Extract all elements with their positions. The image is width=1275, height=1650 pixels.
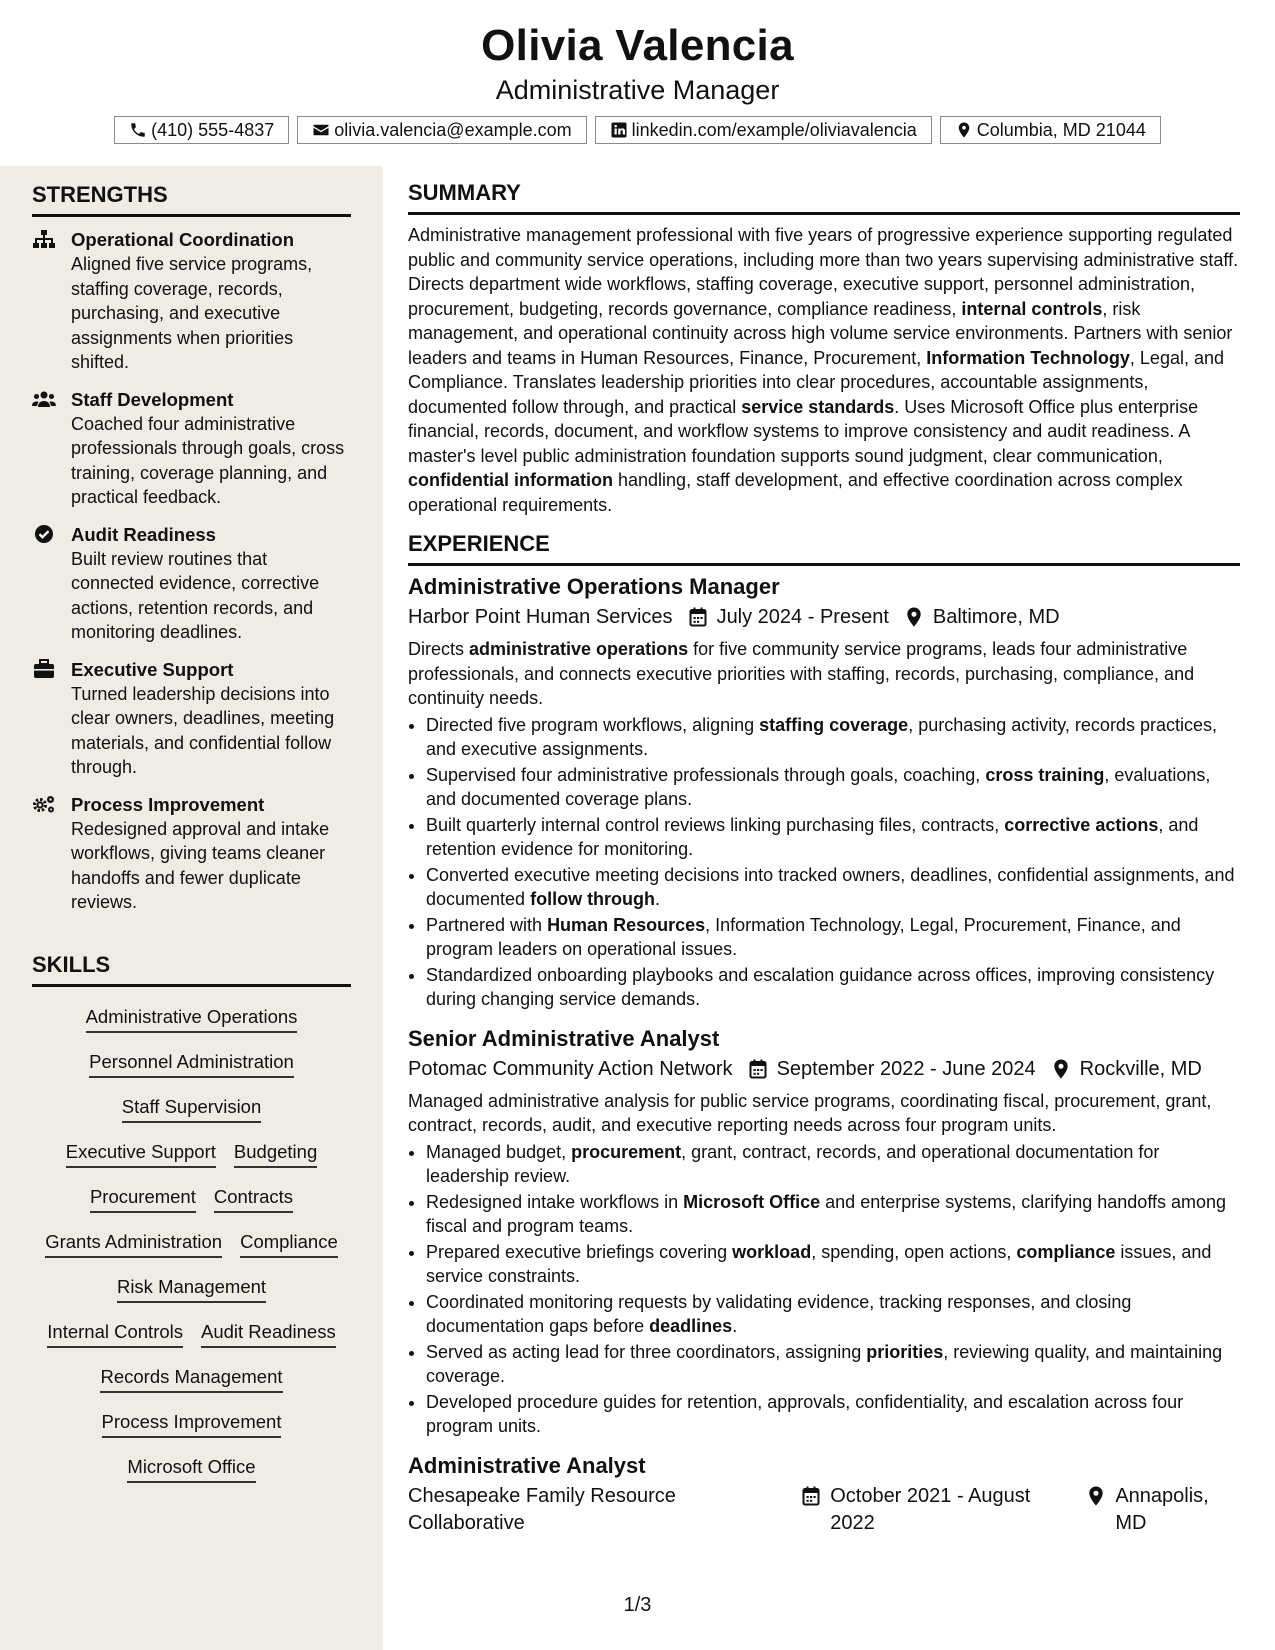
- strengths-section: [32, 182, 351, 915]
- contact-linkedin[interactable]: [595, 116, 932, 144]
- skills-row: [32, 997, 351, 1042]
- envelope-icon: [312, 121, 330, 139]
- job-summary: Directs administrative operations for five community service programs, leads four administrative professionals, and connects executive priorities with staffing, records, purchasing, compliance, and continuity needs.: [408, 639, 1195, 708]
- strength-title: Process Improvement: [71, 793, 265, 815]
- phone-text: (410) 555-4837: [151, 120, 275, 140]
- job-location: Baltimore, MD: [889, 604, 1060, 631]
- job-title: Administrative Operations Manager: [408, 574, 780, 599]
- skill-tag: Internal Controls: [47, 1320, 183, 1348]
- linkedin-icon: [610, 121, 628, 139]
- strength-title: Operational Coordination: [71, 229, 295, 250]
- skills-row: [32, 1357, 351, 1402]
- skills-list: [32, 997, 351, 1492]
- resume-header: [0, 18, 1275, 144]
- skill-tag: Process Improvement: [102, 1410, 282, 1438]
- map-pin-icon: [1052, 1059, 1070, 1079]
- strength-description: Redesigned approval and intake workflows, giving teams cleaner handoffs and fewer duplicate reviews.: [71, 818, 330, 912]
- job-location: Rockville, MD: [1036, 1056, 1202, 1083]
- contact-location: [940, 116, 1161, 144]
- skill-tag: Audit Readiness: [201, 1320, 336, 1348]
- job-bullet: • Prepared executive briefings covering workload, spending, open actions, compliance issues, and service constraints.: [426, 1240, 1240, 1289]
- job-bullet: • Partnered with Human Resources, Information Technology, Legal, Procurement, Finance, and program leaders on operational issues.: [426, 913, 1240, 962]
- skill-tag: Budgeting: [234, 1140, 317, 1168]
- users-icon: [32, 389, 56, 409]
- strength-title: Audit Readiness: [71, 523, 216, 545]
- location-text: Columbia, MD 21044: [976, 120, 1146, 140]
- contact-email[interactable]: [297, 116, 586, 144]
- contact-phone[interactable]: [114, 116, 289, 144]
- job-meta: [408, 604, 1240, 631]
- job-title: Administrative Analyst: [408, 1452, 646, 1478]
- job-bullet: • Managed budget, procurement, grant, contract, records, and operational documentation for leadership review.: [426, 1140, 1240, 1189]
- job-bullet: • Directed five program workflows, aligning staffing coverage, purchasing activity, records practices, and executive assignments.: [426, 713, 1240, 762]
- briefcase-icon: [32, 659, 56, 679]
- skill-tag: Contracts: [214, 1185, 293, 1213]
- job-bullets: [408, 1140, 1240, 1439]
- job-summary: Managed administrative analysis for public service programs, coordinating fiscal, procurement, grant, contract, records, audit, and executive reporting needs across four program units.: [408, 1090, 1212, 1135]
- job-bullet: • Coordinated monitoring requests by validating evidence, tracking responses, and closing documentation gaps before deadlines.: [426, 1290, 1240, 1339]
- map-pin-icon: [1087, 1486, 1105, 1506]
- skill-tag: Personnel Administration: [89, 1050, 294, 1078]
- map-pin-icon: [905, 607, 923, 627]
- job-bullet: • Served as acting lead for three coordinators, assigning priorities, reviewing quality, and maintaining coverage.: [426, 1340, 1240, 1389]
- job-bullet: • Built quarterly internal control reviews linking purchasing files, contracts, corrective actions, and retention evidence for monitoring.: [426, 813, 1240, 862]
- job-dates: July 2024 - Present: [673, 604, 889, 631]
- job-bullet: • Converted executive meeting decisions into tracked owners, deadlines, confidential assignments, and documented follow through.: [426, 863, 1240, 912]
- strength-item: [32, 522, 351, 645]
- job-entry: [408, 1451, 1240, 1537]
- linkedin-text: linkedin.com/example/oliviavalencia: [631, 120, 917, 140]
- map-pin-icon: [955, 121, 973, 139]
- strength-description: Built review routines that connected evidence, corrective actions, retention records, and monitoring deadlines.: [71, 548, 320, 642]
- job-company: Chesapeake Family Resource Collaborative: [408, 1484, 676, 1534]
- skill-tag: Microsoft Office: [127, 1455, 255, 1483]
- phone-icon: [129, 121, 147, 139]
- summary-text: Administrative management professional with five years of progressive experience supporting regulated public and community service operations, including more than two years supervising administrative staff. Directs department wide workflows, staffing coverage, executive support, personnel administration, procurement, budgeting, records governance, compliance readiness, internal controls, risk management, and operational continuity across high volume service environments. Partners with senior leaders and teams in Human Resources, Finance, Procurement, Information Technology, Legal, and Compliance. Translates leadership priorities into clear procedures, accountable assignments, documented follow through, and practical service standards. Uses Microsoft Office plus enterprise financial, records, document, and workflow systems to improve consistency and audit readiness. A master's level public administration foundation supports sound judgment, clear communication, confidential information handling, staff development, and effective coordination across complex operational requirements.: [408, 225, 1239, 515]
- job-bullet: • Redesigned intake workflows in Microsoft Office and enterprise systems, clarifying handoffs among fiscal and program teams.: [426, 1190, 1240, 1239]
- skills-section: [32, 952, 351, 1492]
- skill-tag: Procurement: [90, 1185, 196, 1213]
- strength-title: Executive Support: [71, 658, 234, 680]
- job-title: Senior Administrative Analyst: [408, 1025, 720, 1051]
- calendar-icon: [749, 1059, 767, 1079]
- strength-description: Turned leadership decisions into clear owners, deadlines, meeting materials, and confidential follow through.: [71, 683, 335, 777]
- calendar-icon: [802, 1486, 820, 1506]
- skills-row: [32, 1312, 351, 1357]
- skill-tag: Executive Support: [66, 1140, 216, 1168]
- strength-description: Aligned five service programs, staffing coverage, records, purchasing, and executive assignments when priorities shifted.: [71, 254, 313, 372]
- experience-list: [408, 572, 1240, 1537]
- strength-description: Coached four administrative professionals through goals, cross training, coverage planning, and practical feedback.: [71, 413, 345, 507]
- job-company: Harbor Point Human Services: [408, 606, 673, 628]
- job-dates: September 2022 - June 2024: [733, 1056, 1036, 1083]
- job-bullet: • Standardized onboarding playbooks and escalation guidance across offices, improving consistency during changing service demands.: [426, 963, 1240, 1012]
- skill-tag: Grants Administration: [45, 1230, 222, 1258]
- calendar-icon: [689, 607, 707, 627]
- job-dates: October 2021 - August 2022: [786, 1483, 1071, 1537]
- job-meta: [408, 1056, 1240, 1083]
- org-chart-icon: [32, 229, 56, 249]
- sidebar: [0, 166, 383, 1650]
- skill-tag: Compliance: [240, 1230, 338, 1258]
- skills-row: [32, 1267, 351, 1312]
- main-column: [408, 180, 1240, 1537]
- skill-tag: Risk Management: [117, 1275, 266, 1303]
- strengths-heading: STRENGTHS: [32, 182, 351, 217]
- strength-item: [32, 657, 351, 780]
- gears-icon: [32, 794, 56, 814]
- candidate-title: Administrative Manager: [495, 75, 780, 105]
- strengths-list: [32, 227, 351, 915]
- email-text: olivia.valencia@example.com: [334, 120, 572, 140]
- skills-heading: SKILLS: [32, 952, 351, 987]
- job-entry: [408, 1024, 1240, 1439]
- contact-bar: [0, 116, 1275, 144]
- strength-item: [32, 792, 351, 915]
- job-bullets: [408, 713, 1240, 1012]
- skill-tag: Staff Supervision: [122, 1095, 262, 1123]
- check-circle-icon: [32, 524, 56, 544]
- job-bullet: • Supervised four administrative professionals through goals, coaching, cross training, evaluations, and documented coverage plans.: [426, 763, 1240, 812]
- job-bullet: • Developed procedure guides for retention, approvals, confidentiality, and escalation across four program units.: [426, 1390, 1240, 1439]
- skills-row: [32, 1447, 351, 1492]
- skills-row: [32, 1402, 351, 1447]
- skills-row: [32, 1132, 351, 1177]
- strength-title: Staff Development: [71, 388, 234, 410]
- strength-item: [32, 227, 351, 375]
- skills-row: [32, 1177, 351, 1222]
- summary-heading: SUMMARY: [408, 180, 1240, 215]
- skills-row: [32, 1042, 351, 1087]
- page-number: 1/3: [623, 1594, 652, 1616]
- strength-item: [32, 387, 351, 510]
- experience-heading: EXPERIENCE: [408, 531, 1240, 566]
- job-company: Potomac Community Action Network: [408, 1057, 733, 1080]
- job-location: Annapolis, MD: [1071, 1483, 1240, 1537]
- skill-tag: Administrative Operations: [86, 1005, 298, 1033]
- candidate-name: Olivia Valencia: [481, 21, 794, 70]
- job-meta: [408, 1483, 1240, 1537]
- skills-row: [32, 1087, 351, 1132]
- job-entry: [408, 572, 1240, 1012]
- skills-row: [32, 1222, 351, 1267]
- skill-tag: Records Management: [100, 1365, 282, 1393]
